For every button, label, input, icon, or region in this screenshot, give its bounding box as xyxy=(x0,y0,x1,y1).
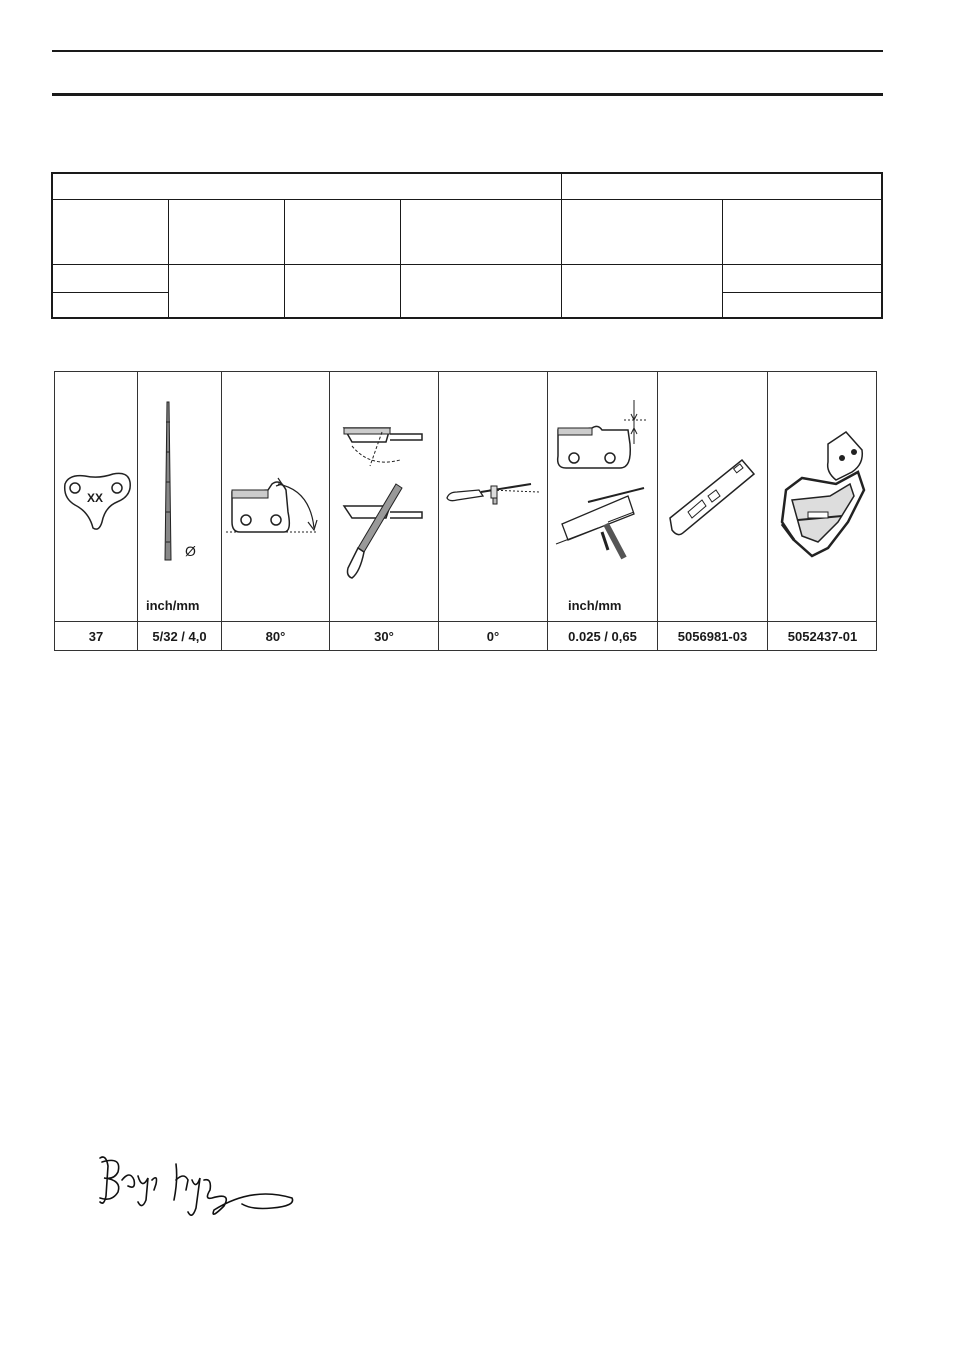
file-holder-angle-value: 0° xyxy=(486,629,500,644)
cutter-angle-icon xyxy=(222,372,329,621)
depth-gauge-tool-part-number: 5056981-03 xyxy=(677,629,748,644)
file-unit-label: inch/mm xyxy=(146,598,200,613)
depth-gauge-tool-icon xyxy=(658,372,767,621)
round-file-icon xyxy=(138,372,221,621)
chain-type-value: 37 xyxy=(88,629,104,644)
spec-table xyxy=(51,172,883,319)
depth-gauge-unit-label: inch/mm xyxy=(568,598,622,613)
cutter-angle-value: 80° xyxy=(265,629,286,644)
svg-text:Ø: Ø xyxy=(185,543,196,559)
filing-angle-icon xyxy=(330,372,438,621)
signature xyxy=(92,1150,302,1235)
file-holder-icon xyxy=(439,372,547,621)
header-rule-top xyxy=(52,50,883,52)
file-gauge-part-number: 5052437-01 xyxy=(787,629,858,644)
file-diameter-value: 5/32 / 4,0 xyxy=(152,629,207,644)
file-gauge-icon xyxy=(768,372,877,621)
filing-angle-value: 30° xyxy=(374,629,394,644)
depth-gauge-icon xyxy=(548,372,657,621)
chain-link-icon xyxy=(55,372,137,621)
header-rule-bottom xyxy=(52,93,883,96)
sharpening-table xyxy=(54,371,877,651)
svg-text:XX: XX xyxy=(86,491,104,505)
depth-gauge-value: 0.025 / 0,65 xyxy=(568,629,637,644)
